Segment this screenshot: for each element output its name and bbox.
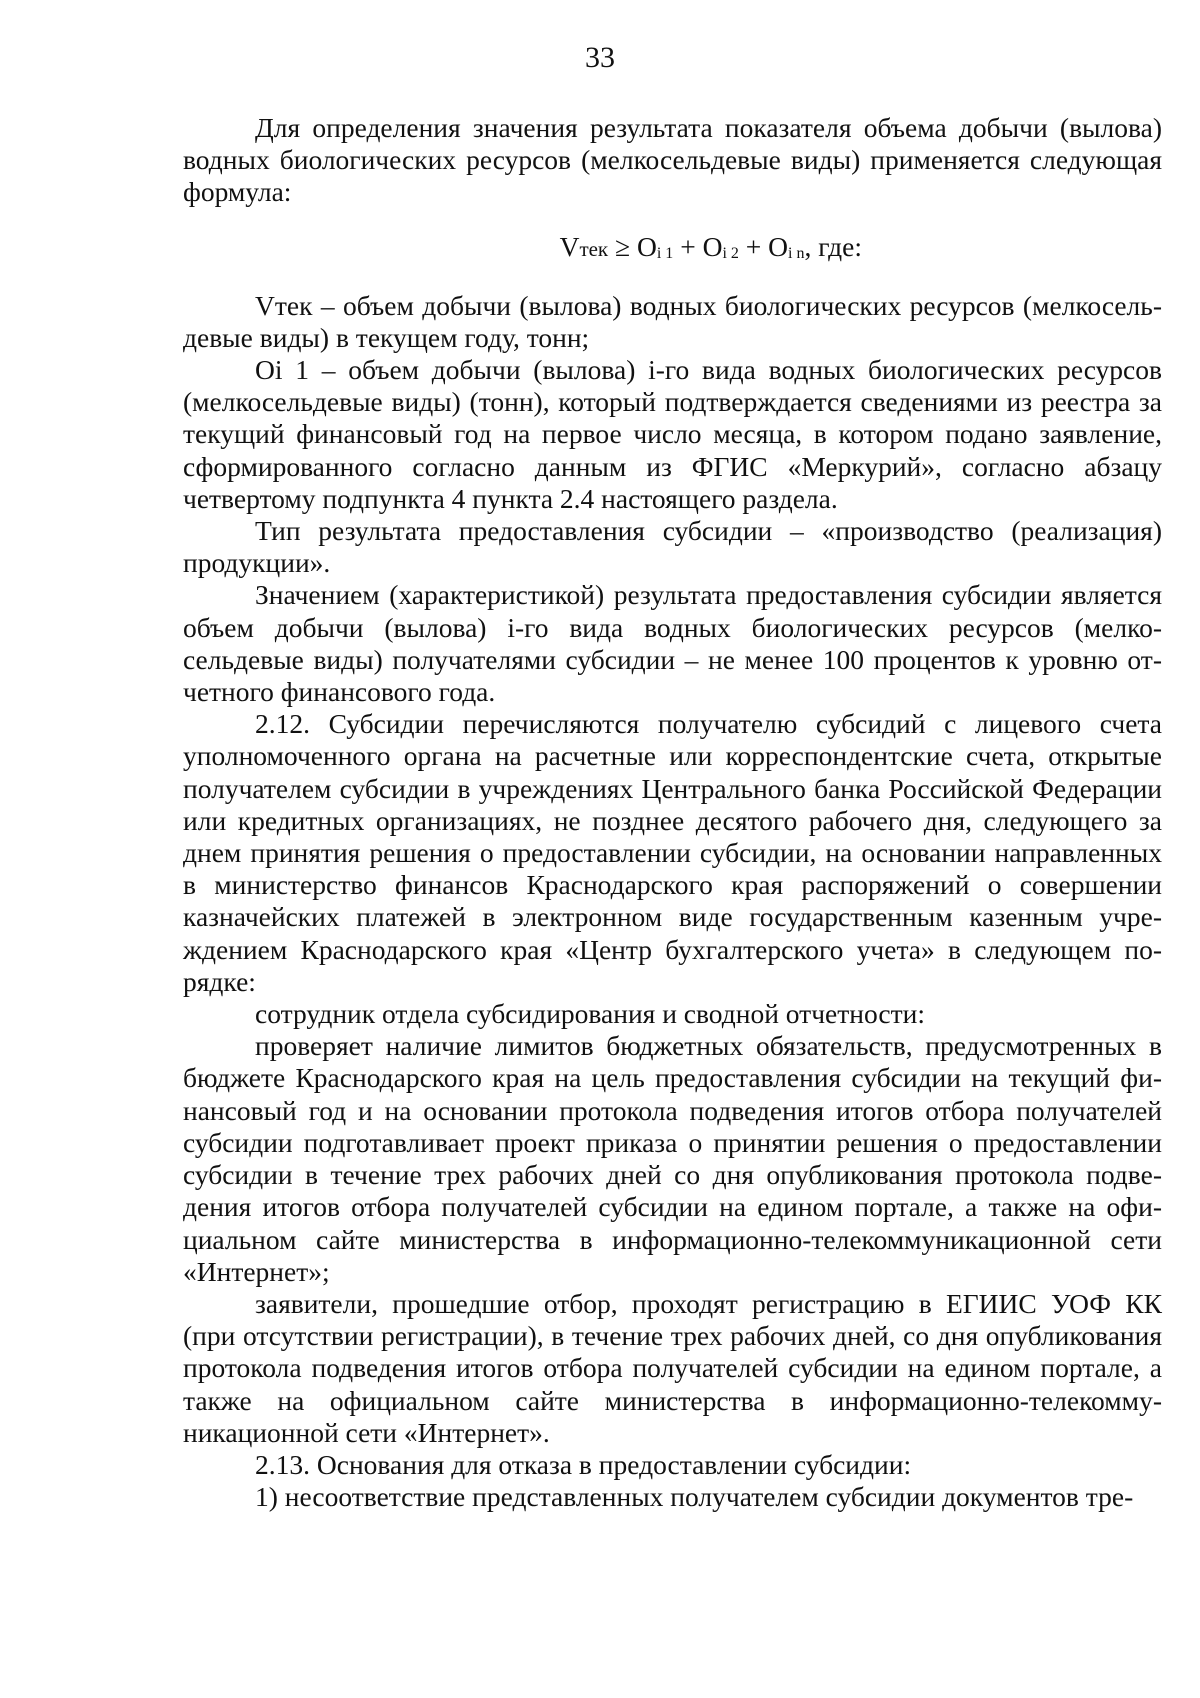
paragraph-employee: сотрудник отдела субсидирования и сводной отчетности: — [255, 998, 925, 1030]
document-body — [183, 112, 1162, 1513]
formula-plus-2: + — [738, 230, 769, 262]
paragraph-2-13: 2.13. Основания для отказа в предоставлении субсидии: — [255, 1448, 912, 1480]
formula-o1-sub: i 1 — [656, 244, 674, 262]
formula-o1: O — [636, 230, 657, 262]
paragraph-checks: проверяет наличие лимитов бюджетных обязательств, предусмотренных в бюджете Краснодарского края на цель предоставления субсидии на текущий финансовый год и на основании протокола подведения итогов отбора получателей субсидии подготавливает проект приказа о принятии решения о предоставлении субсидии в течение трех рабочих дней со дня опубликования протокола подведения итогов отбора получателей субсидии на едином портале, а также на официальном сайте министерства в информационно-телекоммуникационной сети «Интернет»; — [183, 1030, 1162, 1287]
paragraph-value-result: Значением (характеристикой) результата предоставления субсидии является объем добычи (вылова) i-го вида водных биологических ресурсов (мелкосельдевые виды) получателями субсидии – не менее 100 процентов к уровню отчетного финансового года. — [183, 579, 1162, 708]
formula-o2-sub: i 2 — [722, 244, 739, 262]
paragraph-def-oi: Oi 1 – объем добычи (вылова) i-го вида водных биологических ресурсов (мелкосельдевые виды) (тонн), который подтверждается сведениями из реестра за текущий финансовый год на первое число месяца, в котором подано заявление, сформированного согласно данным из ФГИС «Меркурий», согласно абзацу четвертому подпункта 4 пункта 2.4 настоящего раздела. — [183, 354, 1162, 514]
formula-v: V — [559, 230, 580, 262]
paragraph-item-1: 1) несоответствие представленных получателем субсидии документов тре- — [255, 1481, 1134, 1513]
formula-geq: ≥ — [608, 230, 637, 262]
paragraph-def-vtek: Vтек – объем добычи (вылова) водных биологических ресурсов (мелкосельдевые виды) в текущем году, тонн; — [183, 289, 1162, 353]
paragraph-intro: Для определения значения результата показателя объема добычи (вылова) водных биологических ресурсов (мелкосельдевые виды) применяется следующая формула: — [183, 112, 1162, 208]
paragraph-type-result: Тип результата предоставления субсидии – «производство (реализация) продукции». — [183, 515, 1162, 579]
formula-on: O — [768, 230, 789, 262]
formula-plus-1: + — [673, 230, 703, 262]
formula-o2: O — [702, 230, 723, 262]
paragraph-applicants: заявители, прошедшие отбор, проходят регистрацию в ЕГИИС УОФ КК (при отсутствии регистрации), в течение трех рабочих дней, со дня опубликования протокола подведения итогов отбора получателей субсидии на едином портале, а также на официальном сайте министерства в информационно-телекоммуникационной сети «Интернет». — [183, 1287, 1162, 1448]
formula — [183, 231, 1162, 268]
formula-on-sub: i n — [788, 244, 805, 262]
formula-tail: , где: — [804, 230, 862, 262]
paragraph-2-12: 2.12. Субсидии перечисляются получателю субсидий с лицевого счета уполномоченного органа на расчетные или корреспондентские счета, открытые получателем субсидии в учреждениях Центрального банка Российской Федерации или кредитных организациях, не позднее десятого рабочего дня, следующего за днем принятия решения о предоставлении субсидии, на основании направленных в министерство финансов Краснодарского края распоряжений о совершении казначейских платежей в электронном виде государственным казенным учреждением Краснодарского края «Центр бухгалтерского учета» в следующем порядке: — [183, 708, 1162, 997]
page-number: 33 — [585, 41, 615, 74]
formula-v-sub: тек — [579, 236, 609, 261]
